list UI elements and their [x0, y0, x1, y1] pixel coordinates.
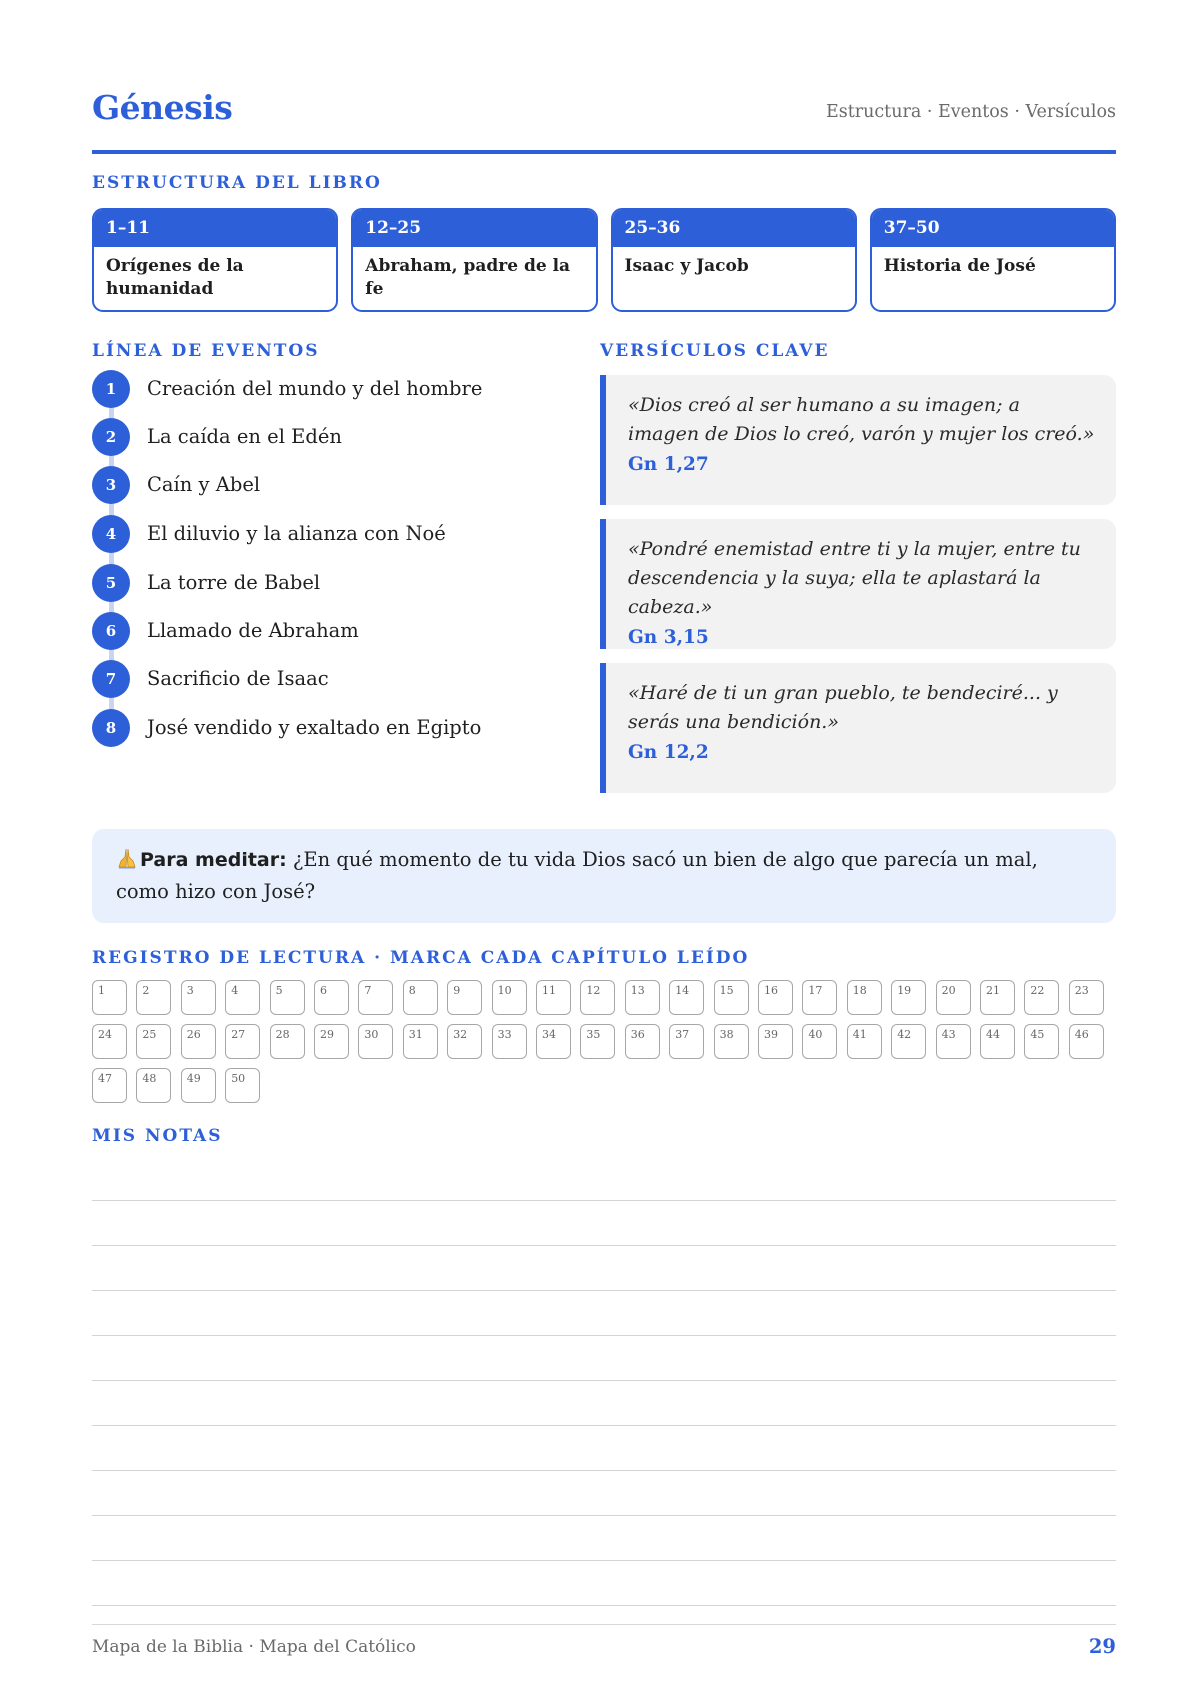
- note-line: [92, 1560, 1116, 1561]
- event-text: Llamado de Abraham: [147, 619, 359, 642]
- verses-section-label: VERSÍCULOS CLAVE: [600, 341, 830, 361]
- chapter-checkbox[interactable]: 31: [403, 1024, 438, 1059]
- chapter-checkbox[interactable]: 3: [181, 980, 216, 1015]
- event-number-badge: 5: [92, 564, 130, 602]
- event-number-badge: 7: [92, 660, 130, 698]
- timeline-event: [92, 370, 572, 410]
- structure-range: 1–11: [94, 210, 336, 247]
- chapter-checkbox[interactable]: 15: [714, 980, 749, 1015]
- chapter-checkbox[interactable]: 32: [447, 1024, 482, 1059]
- page-subtitle: Estructura · Eventos · Versículos: [825, 102, 1116, 122]
- chapter-checkbox[interactable]: 38: [714, 1024, 749, 1059]
- chapter-checkbox[interactable]: 17: [802, 980, 837, 1015]
- chapter-checkbox[interactable]: 43: [936, 1024, 971, 1059]
- footer-source: Mapa de la Biblia · Mapa del Católico: [92, 1637, 416, 1657]
- note-line: [92, 1380, 1116, 1381]
- structure-section-label: ESTRUCTURA DEL LIBRO: [92, 173, 382, 193]
- verse-card: [600, 375, 1116, 505]
- chapter-checkbox[interactable]: 26: [181, 1024, 216, 1059]
- chapter-checkbox[interactable]: 23: [1069, 980, 1104, 1015]
- event-number-badge: 8: [92, 709, 130, 747]
- chapter-checkbox[interactable]: 33: [492, 1024, 527, 1059]
- meditation-label: Para meditar:: [140, 849, 287, 871]
- timeline-event: [92, 660, 572, 700]
- page-title: Génesis: [92, 88, 233, 127]
- chapter-checkbox[interactable]: 21: [980, 980, 1015, 1015]
- chapter-checkbox[interactable]: 14: [669, 980, 704, 1015]
- chapter-checkbox[interactable]: 29: [314, 1024, 349, 1059]
- note-line: [92, 1605, 1116, 1606]
- structure-card: [611, 208, 857, 312]
- event-text: La caída en el Edén: [147, 425, 342, 448]
- event-number-badge: 6: [92, 612, 130, 650]
- event-number-badge: 3: [92, 466, 130, 504]
- timeline-event: [92, 564, 572, 604]
- note-line: [92, 1470, 1116, 1471]
- verse-reference: Gn 3,15: [628, 627, 709, 648]
- structure-name: Isaac y Jacob: [624, 256, 749, 276]
- chapter-checkbox[interactable]: 46: [1069, 1024, 1104, 1059]
- chapter-checkbox[interactable]: 45: [1024, 1024, 1059, 1059]
- verse-card: [600, 663, 1116, 793]
- page-footer: [92, 1624, 1116, 1675]
- chapter-checkbox[interactable]: 28: [270, 1024, 305, 1059]
- structure-name: Orígenes de la humanidad: [106, 256, 244, 299]
- event-number-badge: 2: [92, 418, 130, 456]
- book-structure: [92, 208, 1116, 312]
- chapter-checkbox[interactable]: 48: [136, 1068, 171, 1103]
- chapter-checkbox[interactable]: 4: [225, 980, 260, 1015]
- verse-reference: Gn 12,2: [628, 742, 709, 763]
- chapter-checkbox[interactable]: 10: [492, 980, 527, 1015]
- timeline-event: [92, 515, 572, 555]
- chapter-checkbox[interactable]: 5: [270, 980, 305, 1015]
- chapter-checkbox[interactable]: 41: [847, 1024, 882, 1059]
- page-number: 29: [1088, 1635, 1116, 1658]
- verse-text: «Haré de ti un gran pueblo, te bendeciré... y serás una bendición.»: [628, 682, 1058, 733]
- chapter-checkbox[interactable]: 22: [1024, 980, 1059, 1015]
- structure-card: [351, 208, 597, 312]
- reading-log-label: REGISTRO DE LECTURA · MARCA CADA CAPÍTULO LEÍDO: [92, 948, 750, 968]
- chapter-checkbox[interactable]: 2: [136, 980, 171, 1015]
- timeline-event: [92, 709, 572, 749]
- chapter-checkbox[interactable]: 12: [580, 980, 615, 1015]
- chapter-checkbox[interactable]: 20: [936, 980, 971, 1015]
- structure-card: [870, 208, 1116, 312]
- chapter-checkbox[interactable]: 11: [536, 980, 571, 1015]
- chapter-checkbox[interactable]: 6: [314, 980, 349, 1015]
- notes-section-label: MIS NOTAS: [92, 1126, 223, 1146]
- event-text: José vendido y exaltado en Egipto: [147, 716, 482, 739]
- event-number-badge: 4: [92, 515, 130, 553]
- chapter-checkbox[interactable]: 25: [136, 1024, 171, 1059]
- chapter-checkbox[interactable]: 27: [225, 1024, 260, 1059]
- note-line: [92, 1245, 1116, 1246]
- verse-text: «Pondré enemistad entre ti y la mujer, entre tu descendencia y la suya; ella te aplastará la cabeza.»: [628, 538, 1081, 618]
- note-line: [92, 1200, 1116, 1201]
- timeline-event: [92, 418, 572, 458]
- chapter-checkbox[interactable]: 35: [580, 1024, 615, 1059]
- chapter-checkbox[interactable]: 16: [758, 980, 793, 1015]
- verse-reference: Gn 1,27: [628, 454, 709, 475]
- event-text: Caín y Abel: [147, 473, 261, 496]
- note-line: [92, 1335, 1116, 1336]
- structure-range: 12–25: [353, 210, 595, 247]
- note-line: [92, 1425, 1116, 1426]
- chapter-checkbox[interactable]: 9: [447, 980, 482, 1015]
- event-text: La torre de Babel: [147, 571, 321, 594]
- structure-name: Abraham, padre de la fe: [365, 256, 571, 299]
- structure-range: 37–50: [872, 210, 1114, 247]
- chapter-checkbox[interactable]: 30: [358, 1024, 393, 1059]
- meditation-text: ¿En qué momento de tu vida Dios sacó un bien de algo que parecía un mal, como hizo con José?: [116, 848, 1038, 903]
- chapter-checkbox[interactable]: 42: [891, 1024, 926, 1059]
- event-text: El diluvio y la alianza con Noé: [147, 522, 446, 545]
- chapter-checkbox[interactable]: 24: [92, 1024, 127, 1059]
- structure-range: 25–36: [613, 210, 855, 247]
- note-line: [92, 1290, 1116, 1291]
- chapter-checkbox[interactable]: 50: [225, 1068, 260, 1103]
- chapter-checkbox[interactable]: 36: [625, 1024, 660, 1059]
- chapter-checkbox[interactable]: 1: [92, 980, 127, 1015]
- chapter-checkbox[interactable]: 44: [980, 1024, 1015, 1059]
- praying-hands-icon: [116, 847, 138, 869]
- chapter-checkbox[interactable]: 49: [181, 1068, 216, 1103]
- event-text: Sacrificio de Isaac: [147, 667, 329, 690]
- note-line: [92, 1515, 1116, 1516]
- events-section-label: LÍNEA DE EVENTOS: [92, 341, 320, 361]
- structure-card: [92, 208, 338, 312]
- meditation-box: [92, 829, 1116, 923]
- chapter-checkbox[interactable]: 37: [669, 1024, 704, 1059]
- event-text: Creación del mundo y del hombre: [147, 377, 483, 400]
- chapter-checkbox[interactable]: 19: [891, 980, 926, 1015]
- chapter-checkbox[interactable]: 39: [758, 1024, 793, 1059]
- chapter-checkbox[interactable]: 7: [358, 980, 393, 1015]
- page-header: [92, 86, 1116, 154]
- chapter-checkbox[interactable]: 34: [536, 1024, 571, 1059]
- event-number-badge: 1: [92, 370, 130, 408]
- chapter-checkbox[interactable]: 47: [92, 1068, 127, 1103]
- verse-text: «Dios creó al ser humano a su imagen; a imagen de Dios lo creó, varón y mujer los creó.»: [628, 394, 1095, 445]
- timeline-event: [92, 612, 572, 652]
- chapter-checkbox[interactable]: 8: [403, 980, 438, 1015]
- verse-card: [600, 519, 1116, 649]
- chapter-checkbox[interactable]: 18: [847, 980, 882, 1015]
- structure-name: Historia de José: [883, 256, 1036, 276]
- chapter-checkbox[interactable]: 40: [802, 1024, 837, 1059]
- chapter-checkbox[interactable]: 13: [625, 980, 660, 1015]
- timeline-event: [92, 466, 572, 506]
